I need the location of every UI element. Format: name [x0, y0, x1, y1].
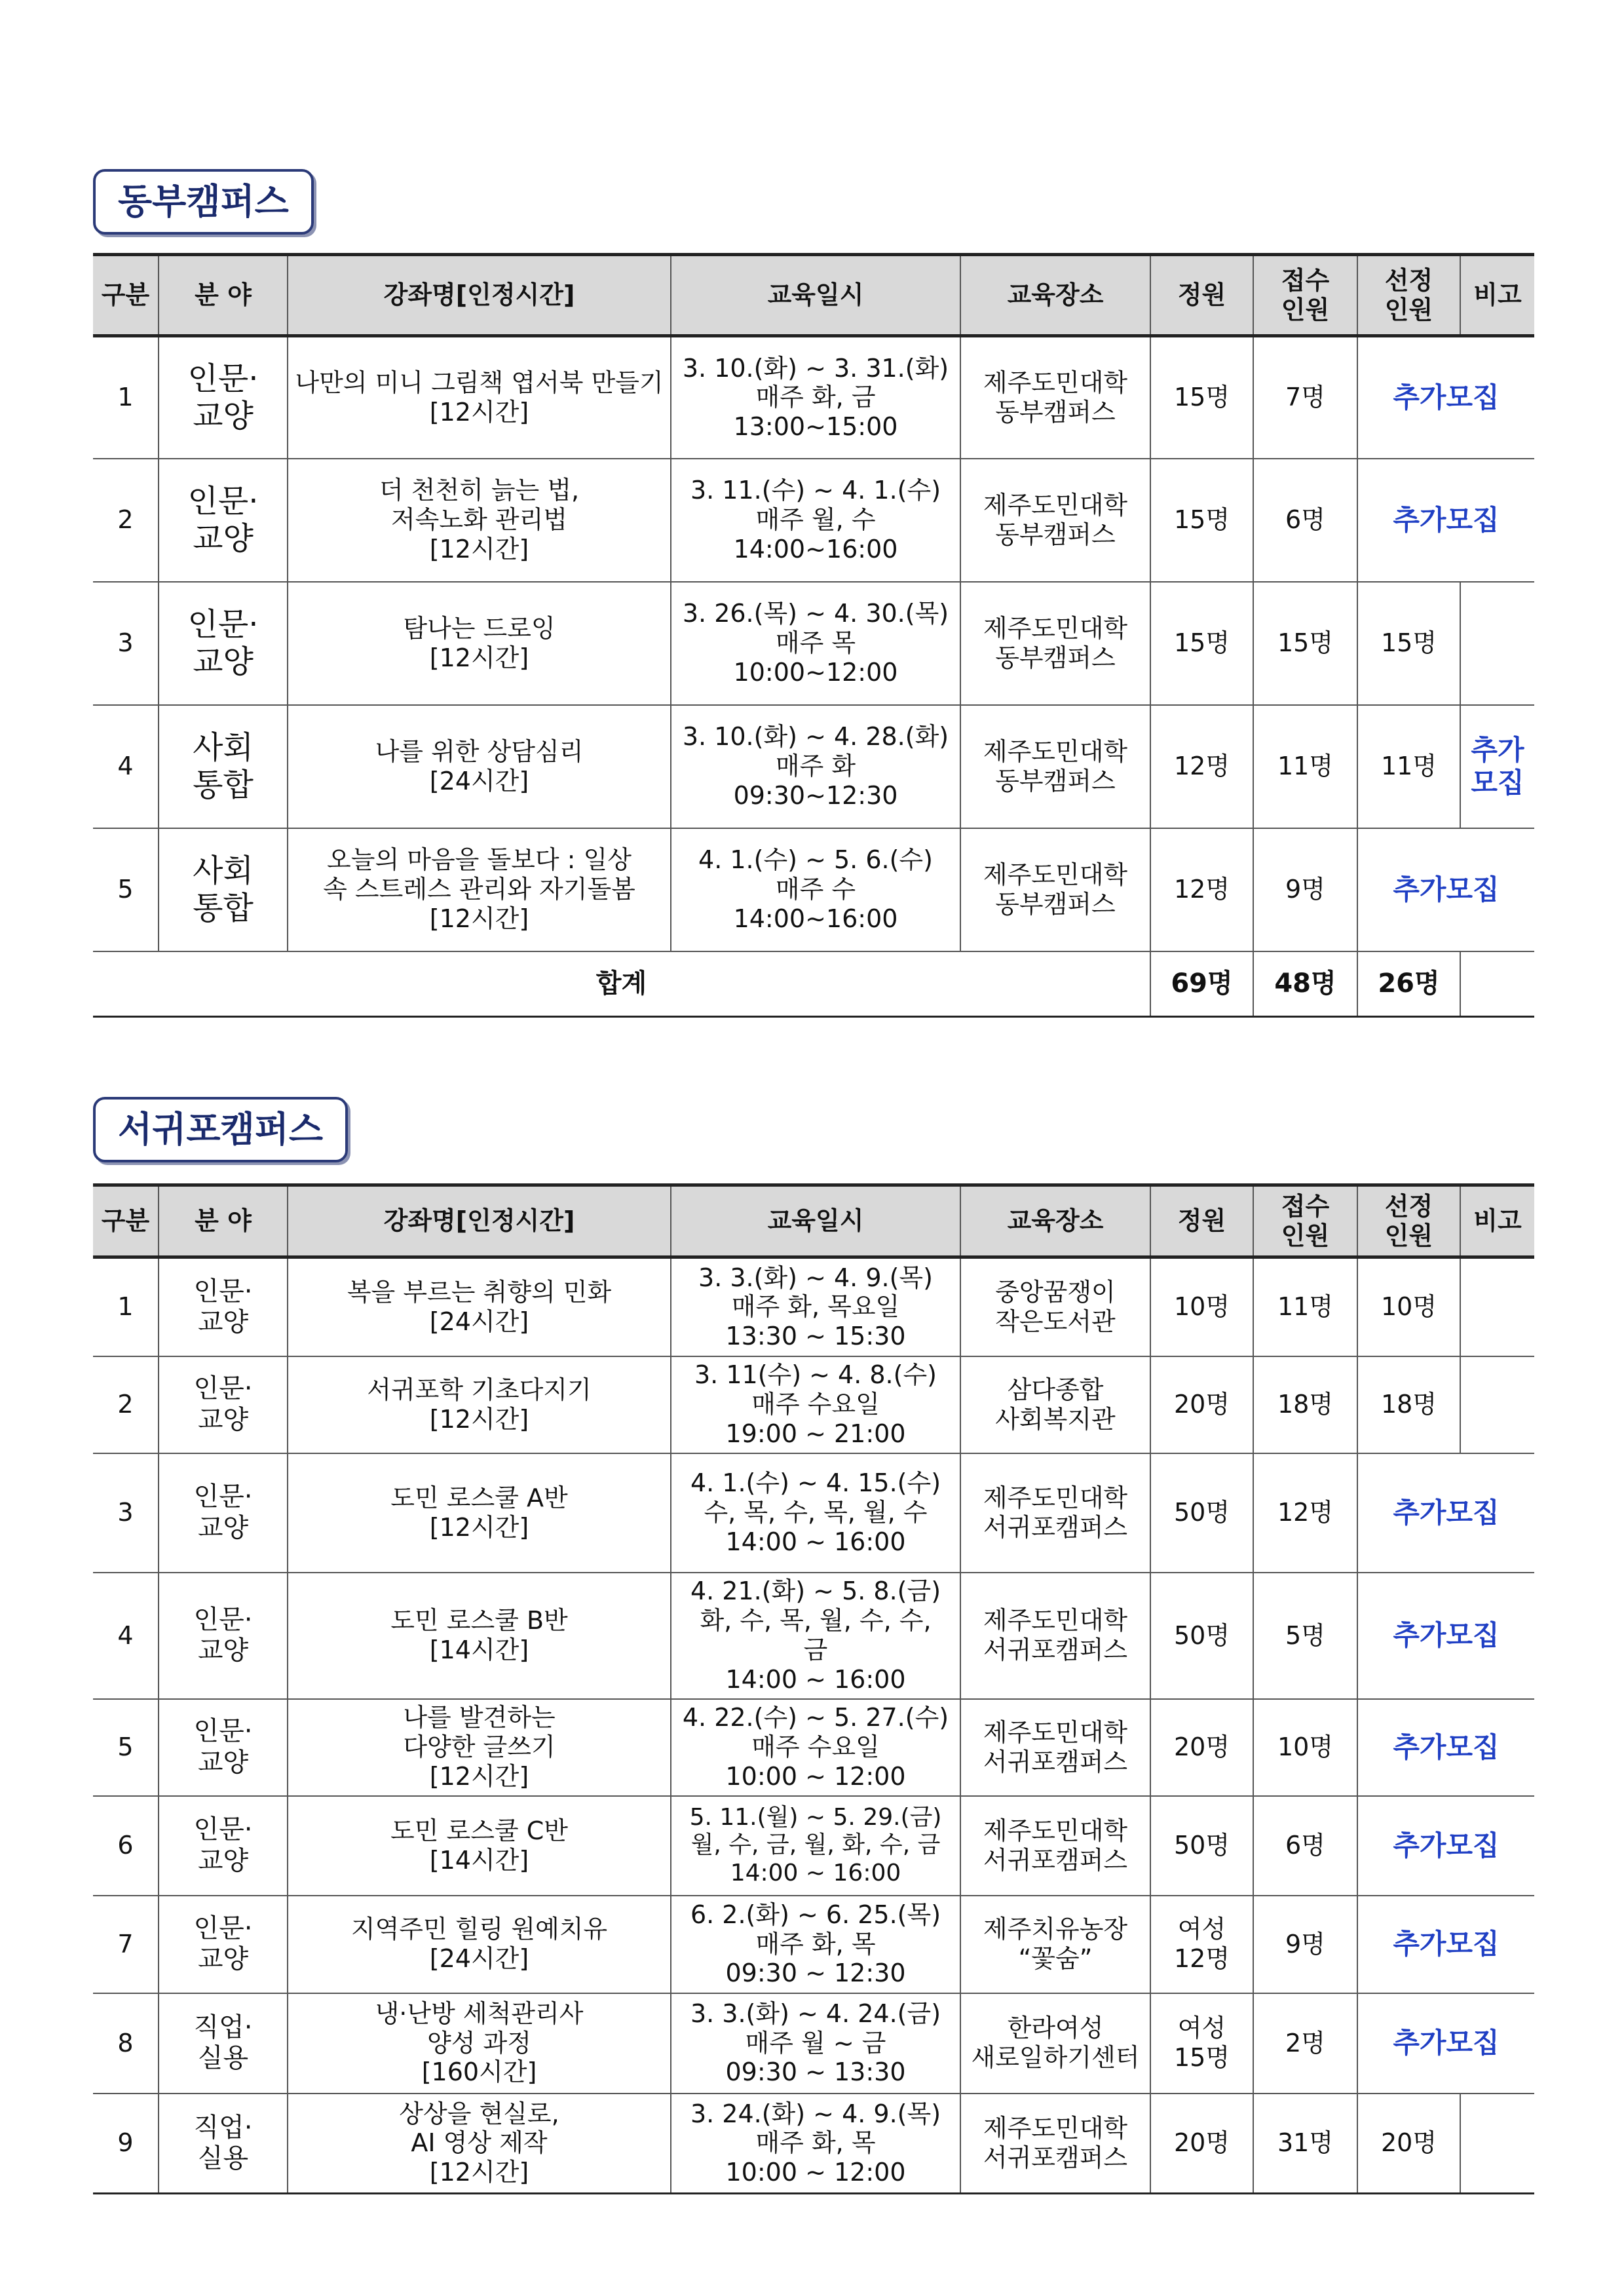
row-course: 나를 발견하는 다양한 글쓰기 [12시간] [288, 1699, 671, 1796]
row-schedule: 3. 11(수) ~ 4. 8.(수) 매주 수요일 19:00 ~ 21:00 [671, 1356, 960, 1453]
row-selected: 10명 [1357, 1257, 1460, 1356]
header-capacity: 정원 [1150, 255, 1253, 336]
row-no: 5 [93, 828, 159, 951]
table-row [93, 1896, 1534, 1993]
row-selected: 11명 [1357, 705, 1460, 828]
row-course: 상상을 현실로, AI 영상 제작 [12시간] [288, 2094, 671, 2194]
row-course: 서귀포학 기초다지기 [12시간] [288, 1356, 671, 1453]
row-place: 제주도민대학 동부캠퍼스 [960, 582, 1150, 705]
row-no: 4 [93, 1573, 159, 1699]
row-no: 3 [93, 582, 159, 705]
row-place: 중앙꿈쟁이 작은도서관 [960, 1257, 1150, 1356]
table-row [93, 336, 1534, 459]
table-row [93, 705, 1534, 828]
row-capacity: 20명 [1150, 1356, 1253, 1453]
row-note-recruit: 추가모집 [1357, 1573, 1534, 1699]
total-label: 합계 [93, 951, 1150, 1017]
row-no: 1 [93, 1257, 159, 1356]
row-schedule: 3. 3.(화) ~ 4. 24.(금) 매주 월 ~ 금 09:30 ~ 13:30 [671, 1993, 960, 2094]
row-no: 5 [93, 1699, 159, 1796]
row-note-recruit: 추가 모집 [1460, 705, 1534, 828]
row-no: 9 [93, 2094, 159, 2194]
table-row [93, 1796, 1534, 1896]
table-row [93, 1993, 1534, 2094]
header-note: 비고 [1460, 1185, 1534, 1257]
row-place: 제주도민대학 서귀포캠퍼스 [960, 1453, 1150, 1573]
row-no: 6 [93, 1796, 159, 1896]
row-no: 4 [93, 705, 159, 828]
row-schedule: 4. 1.(수) ~ 5. 6.(수) 매주 수 14:00~16:00 [671, 828, 960, 951]
row-no: 2 [93, 459, 159, 582]
table-row [93, 582, 1534, 705]
row-no: 2 [93, 1356, 159, 1453]
table-row [93, 2094, 1534, 2194]
row-schedule: 3. 26.(목) ~ 4. 30.(목) 매주 목 10:00~12:00 [671, 582, 960, 705]
row-category: 인문· 교양 [159, 582, 288, 705]
row-applied: 11명 [1253, 1257, 1357, 1356]
header-course: 강좌명[인정시간] [288, 255, 671, 336]
row-course: 냉·난방 세척관리사 양성 과정 [160시간] [288, 1993, 671, 2094]
row-capacity: 여성 15명 [1150, 1993, 1253, 2094]
row-applied: 11명 [1253, 705, 1357, 828]
row-category: 인문· 교양 [159, 1257, 288, 1356]
row-applied: 7명 [1253, 336, 1357, 459]
total-note [1460, 951, 1534, 1017]
row-capacity: 50명 [1150, 1453, 1253, 1573]
row-selected: 18명 [1357, 1356, 1460, 1453]
total-selected: 26명 [1357, 951, 1460, 1017]
total-row [93, 951, 1534, 1017]
row-capacity: 10명 [1150, 1257, 1253, 1356]
row-no: 8 [93, 1993, 159, 2094]
header-category: 분 야 [159, 255, 288, 336]
row-note-recruit: 추가모집 [1357, 1993, 1534, 2094]
row-capacity: 15명 [1150, 459, 1253, 582]
row-note-recruit: 추가모집 [1357, 1896, 1534, 1993]
row-course: 도민 로스쿨 C반 [14시간] [288, 1796, 671, 1896]
total-capacity: 69명 [1150, 951, 1253, 1017]
table-row [93, 459, 1534, 582]
row-place: 제주도민대학 서귀포캠퍼스 [960, 1699, 1150, 1796]
row-schedule: 3. 3.(화) ~ 4. 9.(목) 매주 화, 목요일 13:30 ~ 15:30 [671, 1257, 960, 1356]
row-schedule: 6. 2.(화) ~ 6. 25.(목) 매주 화, 목 09:30 ~ 12:30 [671, 1896, 960, 1993]
header-course: 강좌명[인정시간] [288, 1185, 671, 1257]
row-category: 직업· 실용 [159, 1993, 288, 2094]
header-schedule: 교육일시 [671, 255, 960, 336]
row-no: 7 [93, 1896, 159, 1993]
table-row [93, 1356, 1534, 1453]
row-category: 인문· 교양 [159, 1796, 288, 1896]
row-note-recruit: 추가모집 [1357, 1699, 1534, 1796]
row-course: 나를 위한 상담심리 [24시간] [288, 705, 671, 828]
row-capacity: 50명 [1150, 1796, 1253, 1896]
row-course: 지역주민 힐링 원예치유 [24시간] [288, 1896, 671, 1993]
row-schedule: 3. 11.(수) ~ 4. 1.(수) 매주 월, 수 14:00~16:00 [671, 459, 960, 582]
row-course: 도민 로스쿨 B반 [14시간] [288, 1573, 671, 1699]
row-applied: 6명 [1253, 459, 1357, 582]
row-category: 인문· 교양 [159, 459, 288, 582]
row-place: 제주치유농장 “꽃숨” [960, 1896, 1150, 1993]
header-note: 비고 [1460, 255, 1534, 336]
row-capacity: 여성 12명 [1150, 1896, 1253, 1993]
row-schedule: 5. 11.(월) ~ 5. 29.(금) 월, 수, 금, 월, 화, 수, 금 14:00 ~ 16:00 [671, 1796, 960, 1896]
row-place: 제주도민대학 동부캠퍼스 [960, 336, 1150, 459]
row-applied: 6명 [1253, 1796, 1357, 1896]
row-applied: 18명 [1253, 1356, 1357, 1453]
header-place: 교육장소 [960, 1185, 1150, 1257]
row-applied: 9명 [1253, 828, 1357, 951]
row-note-recruit: 추가모집 [1357, 1796, 1534, 1896]
header-applied: 접수 인원 [1253, 255, 1357, 336]
row-category: 인문· 교양 [159, 1699, 288, 1796]
row-category: 인문· 교양 [159, 1356, 288, 1453]
row-applied: 10명 [1253, 1699, 1357, 1796]
row-capacity: 12명 [1150, 705, 1253, 828]
row-schedule: 4. 1.(수) ~ 4. 15.(수) 수, 목, 수, 목, 월, 수 14:00 ~ 16:00 [671, 1453, 960, 1573]
table-header-row [93, 255, 1534, 336]
header-selected: 선정 인원 [1357, 1185, 1460, 1257]
row-place: 제주도민대학 동부캠퍼스 [960, 828, 1150, 951]
table-row [93, 1699, 1534, 1796]
seogwipo-campus-table [93, 1183, 1534, 2194]
row-no: 1 [93, 336, 159, 459]
row-note-recruit: 추가모집 [1357, 336, 1534, 459]
row-course: 더 천천히 늙는 법, 저속노화 관리법 [12시간] [288, 459, 671, 582]
row-capacity: 50명 [1150, 1573, 1253, 1699]
row-selected: 20명 [1357, 2094, 1460, 2194]
row-place: 제주도민대학 서귀포캠퍼스 [960, 1573, 1150, 1699]
row-note [1460, 2094, 1534, 2194]
header-schedule: 교육일시 [671, 1185, 960, 1257]
row-applied: 31명 [1253, 2094, 1357, 2194]
table-row [93, 1573, 1534, 1699]
header-place: 교육장소 [960, 255, 1150, 336]
row-selected: 15명 [1357, 582, 1460, 705]
row-note [1460, 1356, 1534, 1453]
row-course: 나만의 미니 그림책 엽서북 만들기 [12시간] [288, 336, 671, 459]
table-row [93, 1257, 1534, 1356]
row-category: 사회 통합 [159, 705, 288, 828]
row-capacity: 15명 [1150, 582, 1253, 705]
row-note-recruit: 추가모집 [1357, 459, 1534, 582]
east-campus-title: 동부캠퍼스 [93, 169, 314, 235]
row-course: 오늘의 마음을 돌보다 : 일상 속 스트레스 관리와 자기돌봄 [12시간] [288, 828, 671, 951]
row-note [1460, 1257, 1534, 1356]
row-applied: 9명 [1253, 1896, 1357, 1993]
row-course: 복을 부르는 취향의 민화 [24시간] [288, 1257, 671, 1356]
row-capacity: 20명 [1150, 1699, 1253, 1796]
row-note [1460, 582, 1534, 705]
row-note-recruit: 추가모집 [1357, 828, 1534, 951]
row-category: 인문· 교양 [159, 1896, 288, 1993]
row-schedule: 4. 21.(화) ~ 5. 8.(금) 화, 수, 목, 월, 수, 수, 금 14:00 ~ 16:00 [671, 1573, 960, 1699]
seogwipo-campus-title: 서귀포캠퍼스 [93, 1097, 348, 1162]
table-header-row [93, 1185, 1534, 1257]
row-place: 제주도민대학 서귀포캠퍼스 [960, 2094, 1150, 2194]
row-schedule: 3. 10.(화) ~ 4. 28.(화) 매주 화 09:30~12:30 [671, 705, 960, 828]
row-schedule: 3. 10.(화) ~ 3. 31.(화) 매주 화, 금 13:00~15:00 [671, 336, 960, 459]
table-row [93, 828, 1534, 951]
row-category: 사회 통합 [159, 828, 288, 951]
total-applied: 48명 [1253, 951, 1357, 1017]
header-applied: 접수 인원 [1253, 1185, 1357, 1257]
row-note-recruit: 추가모집 [1357, 1453, 1534, 1573]
row-category: 인문· 교양 [159, 1453, 288, 1573]
header-capacity: 정원 [1150, 1185, 1253, 1257]
row-category: 인문· 교양 [159, 336, 288, 459]
row-schedule: 3. 24.(화) ~ 4. 9.(목) 매주 화, 목 10:00 ~ 12:00 [671, 2094, 960, 2194]
row-category: 직업· 실용 [159, 2094, 288, 2194]
row-applied: 5명 [1253, 1573, 1357, 1699]
row-place: 한라여성 새로일하기센터 [960, 1993, 1150, 2094]
row-schedule: 4. 22.(수) ~ 5. 27.(수) 매주 수요일 10:00 ~ 12:00 [671, 1699, 960, 1796]
row-applied: 12명 [1253, 1453, 1357, 1573]
header-no: 구분 [93, 255, 159, 336]
header-selected: 선정 인원 [1357, 255, 1460, 336]
row-place: 제주도민대학 서귀포캠퍼스 [960, 1796, 1150, 1896]
row-place: 삼다종합 사회복지관 [960, 1356, 1150, 1453]
row-course: 탐나는 드로잉 [12시간] [288, 582, 671, 705]
row-applied: 15명 [1253, 582, 1357, 705]
row-applied: 2명 [1253, 1993, 1357, 2094]
header-no: 구분 [93, 1185, 159, 1257]
row-capacity: 20명 [1150, 2094, 1253, 2194]
header-category: 분 야 [159, 1185, 288, 1257]
row-no: 3 [93, 1453, 159, 1573]
row-course: 도민 로스쿨 A반 [12시간] [288, 1453, 671, 1573]
row-place: 제주도민대학 동부캠퍼스 [960, 705, 1150, 828]
row-capacity: 12명 [1150, 828, 1253, 951]
table-row [93, 1453, 1534, 1573]
row-place: 제주도민대학 동부캠퍼스 [960, 459, 1150, 582]
row-capacity: 15명 [1150, 336, 1253, 459]
east-campus-table [93, 253, 1534, 1018]
row-category: 인문· 교양 [159, 1573, 288, 1699]
